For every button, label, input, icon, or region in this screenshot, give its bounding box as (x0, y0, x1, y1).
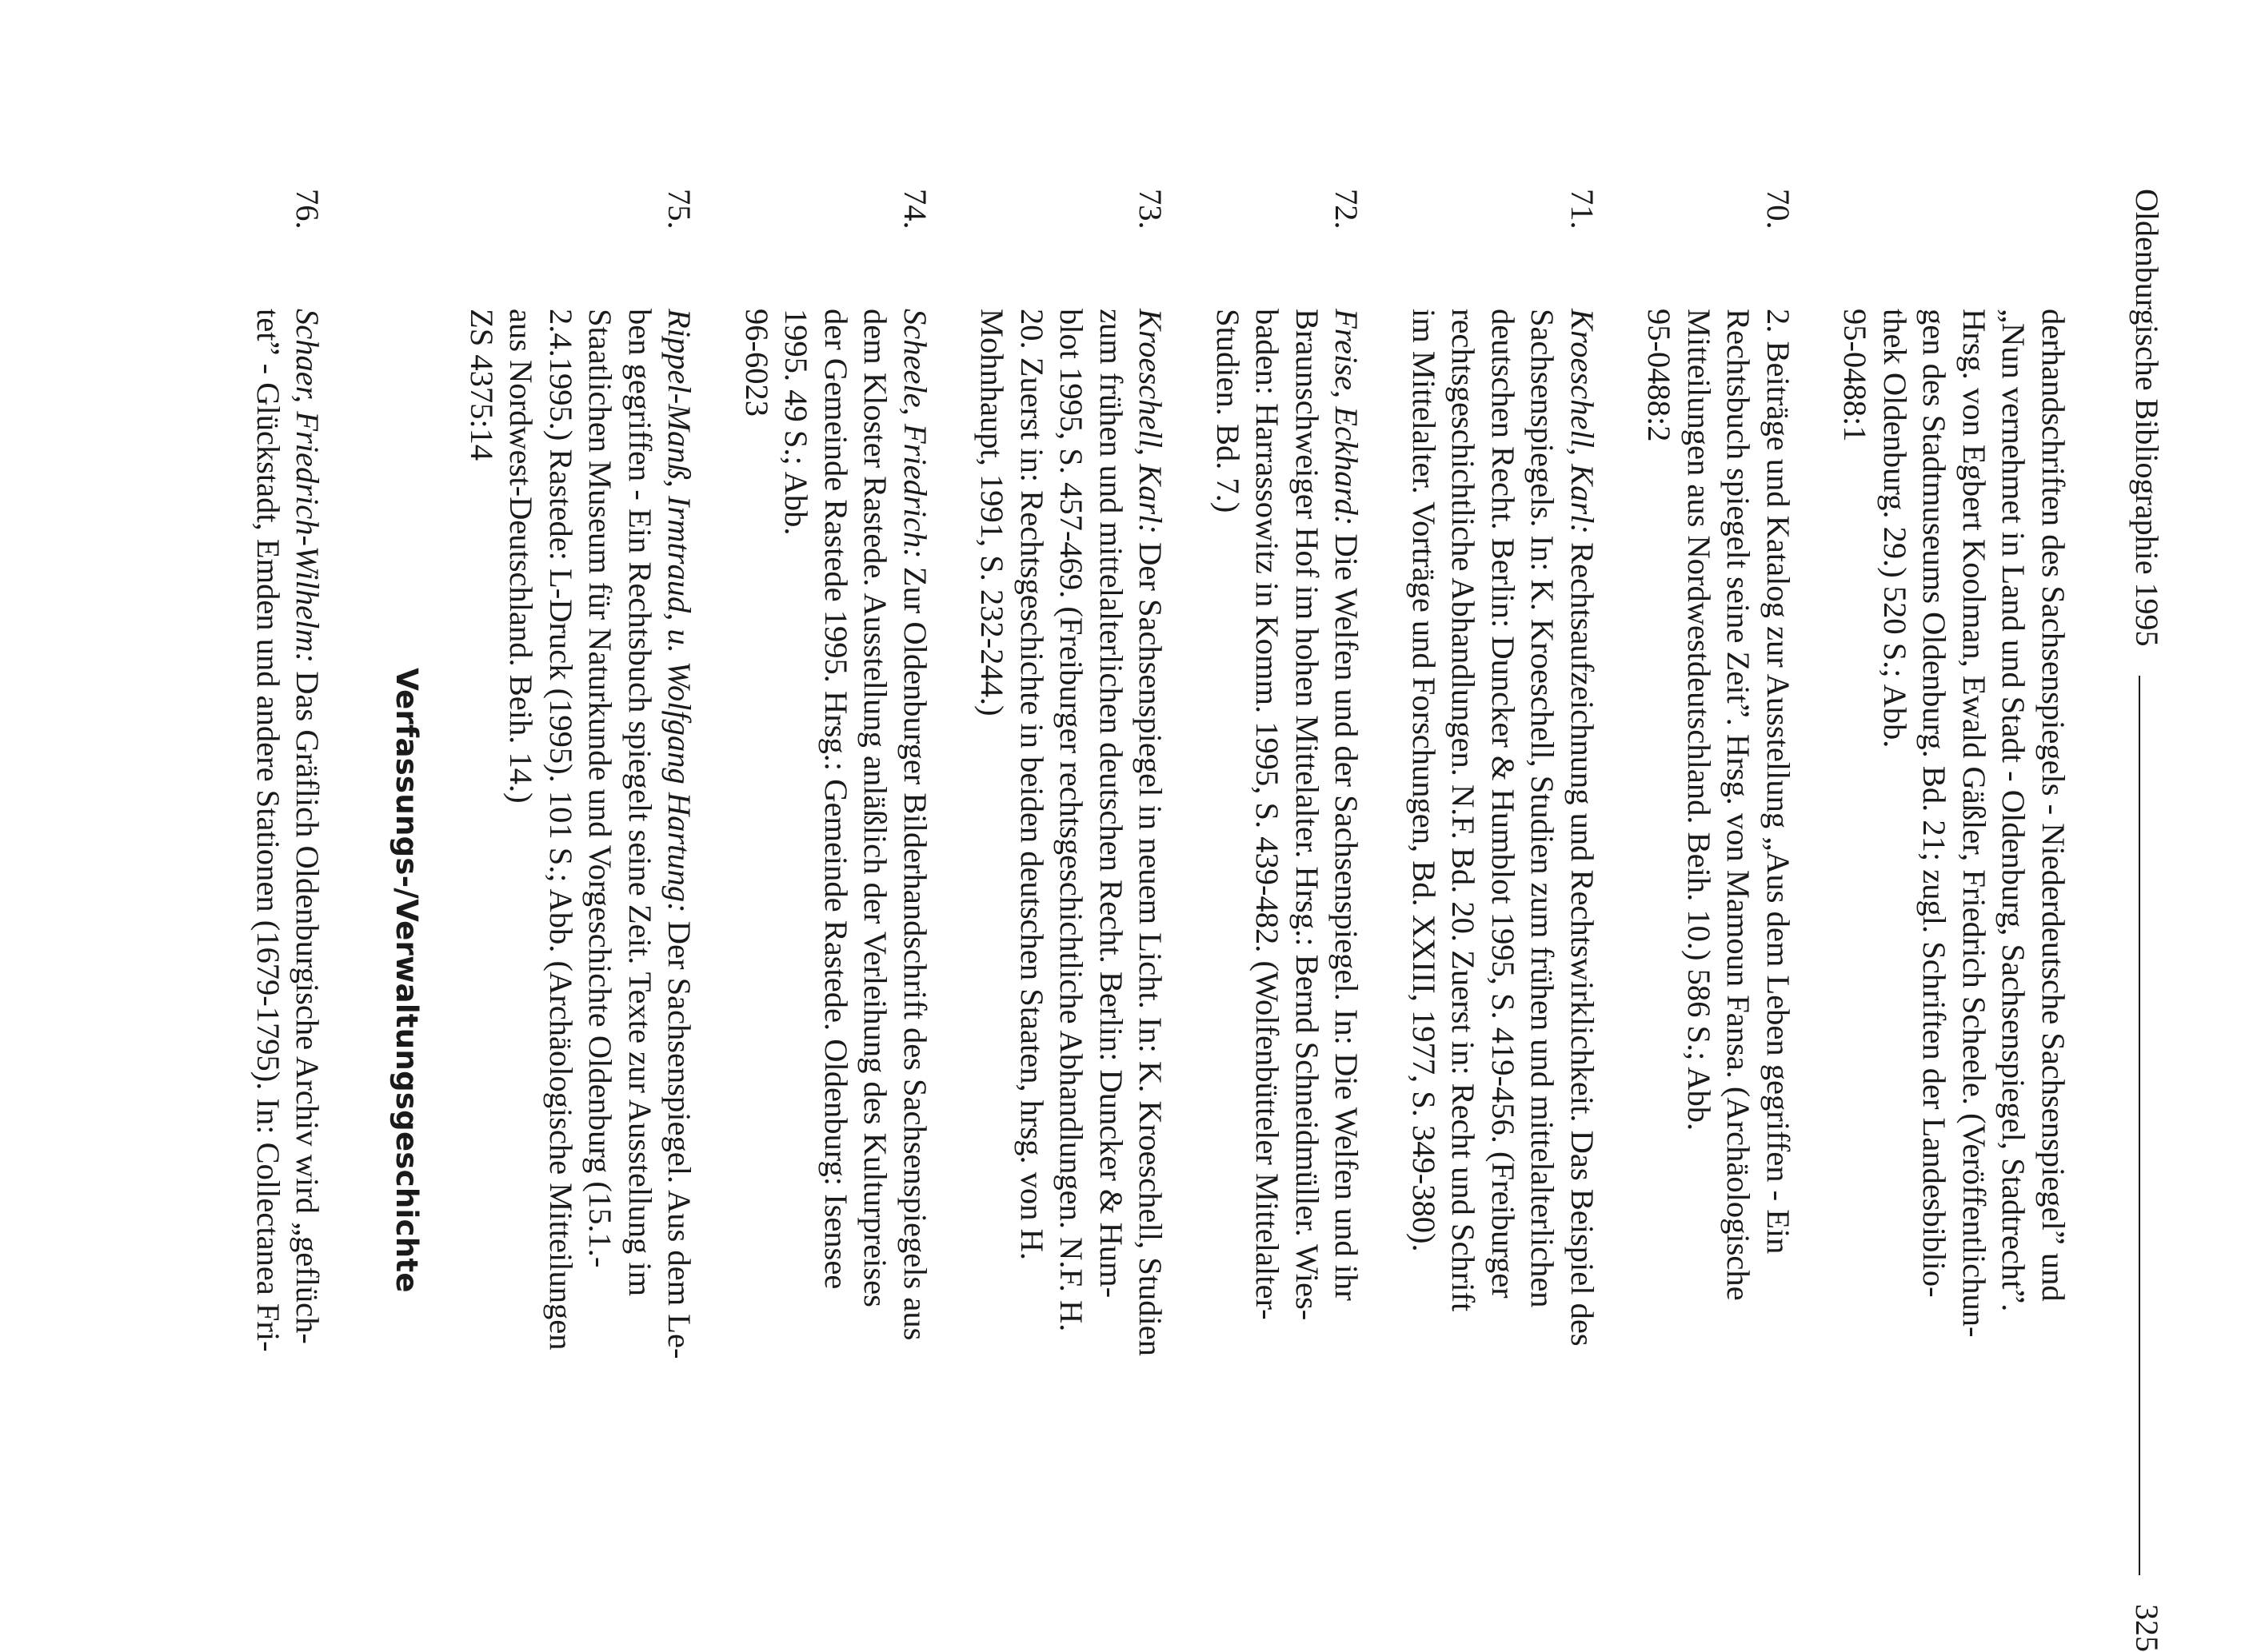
text-line (288, 309, 328, 1652)
text-line: Staatlichen Museum für Naturkunde und Vorgeschichte Oldenburg (15.1.- (582, 309, 619, 1268)
bibliography-entry-73 (973, 189, 1171, 1652)
entry-author: Rippel-Manß, Irmtraud, u. Wolfgang Hartung: (661, 309, 698, 913)
section-heading: Verfassungs-/Verwaltungsgeschichte (389, 668, 425, 1293)
text-line: baden: Harrassowitz in Komm. 1995, S. 439-482. (Wolfenbütteler Mittelalter- (1249, 309, 1286, 1320)
text-line (660, 309, 700, 1652)
bibliography-body (211, 189, 2074, 1652)
text-line: derhandschriften des Sachsenspiegels - Niederdeutsche Sachsenspiegel” und (2035, 309, 2071, 1302)
bibliography-entry-72 (1208, 189, 1367, 1652)
entry-title: Der Sachsenspiegel in neuem Licht. In: K. Kroeschell, Studien (1132, 533, 1169, 1356)
text-line: tet” - Glückstadt, Emden und andere Stationen (1679-1795). In: Collectanea Fri- (250, 309, 286, 1352)
text-line: zum frühen und mittelalterlichen deutschen Recht. Berlin: Duncker & Hum- (1093, 309, 1129, 1299)
entry-title: Zur Oldenburger Bilderhandschrift des Sachsenspiegels aus (897, 558, 933, 1341)
entry-author: Freise, Eckhard: (1328, 309, 1365, 526)
text-line: dem Kloster Rastede. Ausstellung anläßlich der Verleihung des Kulturpreises (857, 309, 894, 1307)
document-page (160, 189, 2175, 1652)
entry-author: Scheele, Friedrich: (897, 309, 933, 559)
entry-author: Kroeschell, Karl: (1564, 309, 1600, 534)
entry-number: 74. (897, 189, 933, 229)
entry-number: 70. (1760, 189, 1796, 229)
text-line: Mitteilungen aus Nordwestdeutschland. Beih. 10.) 586 S.; Abb. (1681, 309, 1717, 1131)
continued-entry (1836, 189, 2073, 1652)
running-header-title: Oldenburgische Bibliographie 1995 (2129, 189, 2165, 647)
text-line: thek Oldenburg. 29.) 520 S.; Abb. (1877, 309, 1913, 748)
text-line: „Nun vernehmet in Land und Stadt - Oldenburg, Sachsenspiegel, Stadtrecht”. (1995, 309, 2032, 1312)
text-line: Braunschweiger Hof im hohen Mittelalter. Hrsg.: Bernd Schneidmüller. Wies- (1289, 309, 1325, 1321)
text-line: blot 1995, S. 457-469. (Freiburger rechtsgeschichtliche Abhandlungen. N.F. H. (1053, 309, 1090, 1332)
entry-author: Schaer, Friedrich-Wilhelm: (290, 309, 326, 664)
shelf-mark: 96-6023 (739, 309, 775, 417)
text-line: gen des Stadtmuseums Oldenburg. Bd. 21; zugl. Schriften der Landesbiblio- (1916, 309, 1953, 1298)
shelf-mark: 95-0488:1 (1837, 309, 1874, 442)
bibliography-entry-70 (1640, 189, 1798, 1652)
text-line: deutschen Recht. Berlin: Duncker & Humblot 1995, S. 419-456. (Freiburger (1485, 309, 1521, 1299)
text-line: 2. Beiträge und Katalog zur Ausstellung „Aus dem Leben gegriffen - Ein (1760, 309, 1796, 1255)
text-line: Sachsenspiegels. In: K. Kroeschell, Studien zum frühen und mittelalterlichen (1524, 309, 1561, 1308)
text-line: der Gemeinde Rastede 1995. Hrsg.: Gemeinde Rastede. Oldenburg: Isensee (818, 309, 854, 1290)
text-line: Rechtsbuch spiegelt seine Zeit”. Hrsg. von Mamoun Fansa. (Archäologische (1720, 309, 1757, 1301)
bibliography-entry-76 (249, 189, 328, 1652)
bibliography-entry-74 (737, 189, 936, 1652)
header-rule (2139, 676, 2140, 1576)
text-line: Hrsg. von Egbert Koolman, Ewald Gäßler, Friedrich Scheele. (Veröffentlichun- (1956, 309, 1992, 1338)
text-line (1563, 309, 1603, 1652)
entry-number: 72. (1328, 189, 1365, 229)
entry-title: Die Welfen und der Sachsenspiegel. In: Die Welfen und ihr (1328, 525, 1365, 1301)
entry-number: 71. (1564, 189, 1600, 229)
entry-number: 73. (1132, 189, 1169, 229)
entry-title: Rechtsaufzeichnung und Rechtswirklichkeit. Das Beispiel des (1564, 533, 1600, 1347)
text-line (1327, 309, 1367, 1652)
entry-number: 76. (290, 189, 326, 229)
entry-title: Der Sachsenspiegel. Aus dem Le- (661, 912, 698, 1359)
text-line: aus Nordwest-Deutschland. Beih. 14.) (503, 309, 540, 804)
text-line: Mohnhaupt, 1991, S. 232-244.) (974, 309, 1011, 716)
bibliography-entry-75 (462, 189, 700, 1652)
text-line (896, 309, 936, 1652)
text-line (1131, 309, 1171, 1652)
shelf-mark: 95-0488:2 (1641, 309, 1678, 442)
page-number: 325 (2129, 1604, 2165, 1652)
entry-title: Das Gräflich Oldenburgische Archiv wird „geflüch- (290, 663, 326, 1344)
text-line: rechtsgeschichtliche Abhandlungen. N.F. Bd. 20. Zuerst in: Recht und Schrift (1445, 309, 1482, 1312)
shelf-mark: ZS 4375:14 (464, 309, 500, 461)
text-line: ben gegriffen - Ein Rechtsbuch spiegelt seine Zeit. Texte zur Ausstellung im (622, 309, 658, 1297)
running-header (2127, 189, 2175, 1652)
entry-author: Kroeschell, Karl: (1132, 309, 1169, 534)
text-line: 1995. 49 S.; Abb. (778, 309, 815, 536)
text-line: im Mittelalter. Vorträge und Forschungen, Bd. XXIII, 1977, S. 349-380). (1406, 309, 1442, 1252)
text-line: 2.4.1995.) Rastede: L-Druck (1995). 101 S.; Abb. (Archäologische Mitteilungen (543, 309, 579, 1351)
entry-number: 75. (661, 189, 698, 229)
bibliography-entry-71 (1404, 189, 1603, 1652)
text-line: Studien. Bd. 7.) (1210, 309, 1246, 513)
text-line: 20. Zuerst in: Rechtsgeschichte in beiden deutschen Staaten, hrsg. von H. (1014, 309, 1050, 1260)
